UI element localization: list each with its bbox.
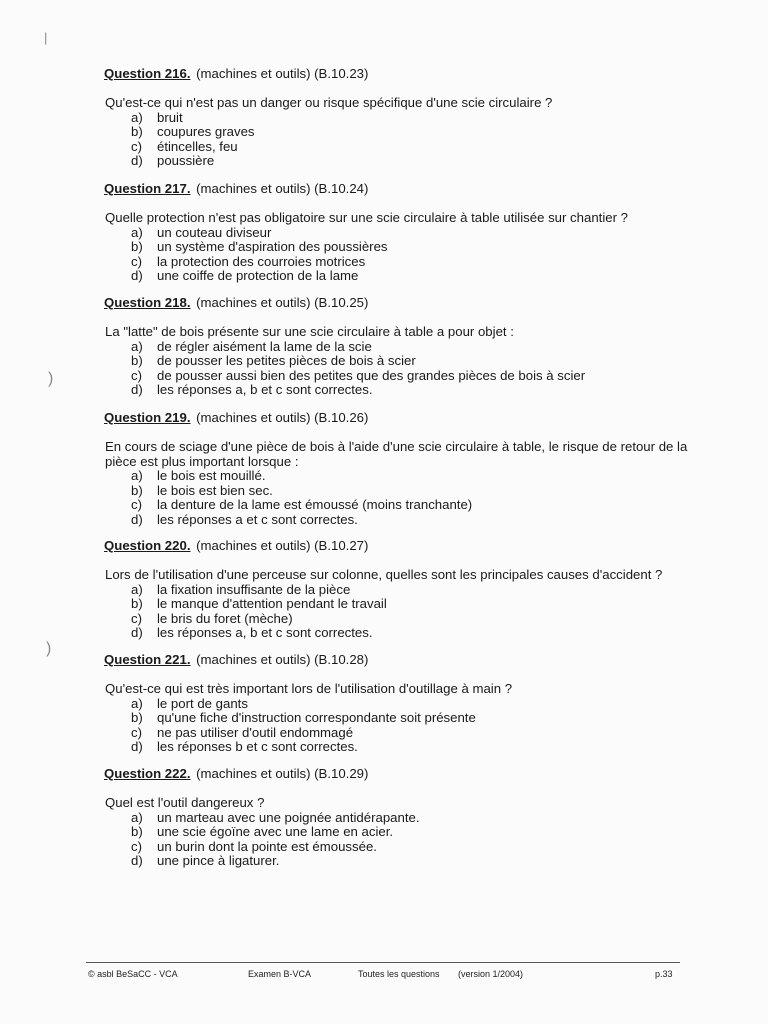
question-block [104,296,704,398]
option-text: une coiffe de protection de la lame [157,268,359,284]
option-text: étincelles, feu [157,138,238,154]
question-text: Quel est l'outil dangereux ? [105,795,265,810]
question-category: (machines et outils) (B.10.24) [196,181,369,196]
option-text: la denture de la lame est émoussé (moins tranchante) [157,497,473,513]
answer-options [104,226,704,284]
answer-options [104,111,704,169]
option-text: le bois est bien sec. [157,482,273,498]
question-block [104,67,704,169]
option-text: ne pas utiliser d'outil endommagé [157,724,354,740]
footer-copyright: © asbl BeSaCC - VCA [88,969,178,979]
answer-option [131,140,704,155]
question-header [104,767,704,782]
question-category: (machines et outils) (B.10.26) [196,410,369,425]
option-letter: c) [131,610,142,626]
option-text: le manque d'attention pendant le travail [157,596,387,612]
option-letter: b) [131,239,143,255]
scan-mark: ) [48,370,54,387]
option-letter: c) [131,838,142,854]
option-text: la fixation insuffisante de la pièce [157,581,351,597]
question-header [104,182,704,197]
question-number: Question 216. [104,66,191,81]
answer-option [131,854,704,869]
footer-exam-name: Examen B-VCA [248,969,312,979]
option-letter: d) [131,739,143,755]
answer-options [104,583,704,641]
question-text: Quelle protection n'est pas obligatoire sur une scie circulaire à table utilisée sur chantier ? [105,210,628,225]
question-block [104,182,704,284]
option-letter: a) [131,109,143,125]
footer-version: (version 1/2004) [458,969,524,979]
answer-option [131,111,704,126]
question-text: La "latte" de bois présente sur une scie circulaire à table a pour objet : [105,324,514,339]
option-letter: a) [131,695,143,711]
option-text: les réponses a, b et c sont correctes. [157,625,373,641]
question-block [104,539,704,641]
option-letter: d) [131,853,143,869]
question-header [104,539,704,554]
option-letter: d) [131,153,143,169]
answer-option [131,354,704,369]
option-text: une scie égoïne avec une lame en acier. [157,824,394,840]
option-text: un marteau avec une poignée antidérapante. [157,809,420,825]
option-text: le bois est mouillé. [157,468,266,484]
answer-option [131,498,704,513]
option-letter: b) [131,482,143,498]
answer-option [131,383,704,398]
answer-option [131,597,704,612]
answer-option [131,226,704,241]
option-letter: c) [131,253,142,269]
question-block [104,653,704,755]
option-letter: b) [131,824,143,840]
option-text: poussière [157,153,215,169]
option-text: la protection des courroies motrices [157,253,366,269]
option-letter: d) [131,268,143,284]
answer-option [131,811,704,826]
answer-option [131,711,704,726]
question-category: (machines et outils) (B.10.23) [196,66,369,81]
option-text: un système d'aspiration des poussières [157,239,388,255]
option-letter: d) [131,382,143,398]
question-category: (machines et outils) (B.10.28) [196,652,369,667]
answer-options [104,697,704,755]
footer-all-questions: Toutes les questions [358,969,440,979]
option-text: les réponses b et c sont correctes. [157,739,358,755]
option-letter: b) [131,710,143,726]
question-text: Lors de l'utilisation d'une perceuse sur colonne, quelles sont les principales causes d'accident ? [105,567,663,582]
option-letter: c) [131,497,142,513]
footer-divider [86,962,680,963]
question-category: (machines et outils) (B.10.25) [196,295,369,310]
option-letter: c) [131,138,142,154]
question-block [104,767,704,869]
question-category: (machines et outils) (B.10.29) [196,766,369,781]
option-text: coupures graves [157,124,255,140]
answer-option [131,269,704,284]
question-header [104,296,704,311]
option-letter: b) [131,596,143,612]
answer-option [131,255,704,270]
question-number: Question 221. [104,652,191,667]
option-text: bruit [157,109,183,125]
answer-option [131,240,704,255]
answer-option [131,154,704,169]
option-letter: d) [131,625,143,641]
option-text: une pince à ligaturer. [157,853,280,869]
option-text: de régler aisément la lame de la scie [157,338,372,354]
question-number: Question 220. [104,538,191,553]
option-letter: a) [131,581,143,597]
option-text: de pousser aussi bien des petites que des grandes pièces de bois à scier [157,367,586,383]
answer-option [131,726,704,741]
answer-options [104,469,704,527]
footer-page-number: p.33 [655,969,673,979]
question-number: Question 218. [104,295,191,310]
option-text: de pousser les petites pièces de bois à scier [157,353,416,369]
answer-options [104,811,704,869]
question-header [104,67,704,82]
answer-options [104,340,704,398]
question-number: Question 219. [104,410,191,425]
scan-mark: ) [46,640,52,657]
answer-option [131,340,704,355]
option-letter: b) [131,124,143,140]
option-letter: d) [131,511,143,527]
question-header [104,411,704,426]
option-text: un burin dont la pointe est émoussée. [157,838,377,854]
answer-option [131,740,704,755]
option-letter: a) [131,338,143,354]
answer-option [131,469,704,484]
question-block [104,411,704,528]
option-text: qu'une fiche d'instruction correspondante soit présente [157,710,476,726]
option-letter: a) [131,809,143,825]
option-letter: b) [131,353,143,369]
question-text: Qu'est-ce qui est très important lors de l'utilisation d'outillage à main ? [105,681,513,696]
answer-option [131,125,704,140]
option-text: les réponses a, b et c sont correctes. [157,382,373,398]
question-text: En cours de sciage d'une pièce de bois à l'aide d'une scie circulaire à table, le risque de retour de la pièce est plus important lorsque : [105,439,688,469]
question-header [104,653,704,668]
question-category: (machines et outils) (B.10.27) [196,538,369,553]
option-letter: c) [131,367,142,383]
option-letter: a) [131,224,143,240]
answer-option [131,825,704,840]
scan-mark: | [44,30,48,45]
question-text: Qu'est-ce qui n'est pas un danger ou risque spécifique d'une scie circulaire ? [105,95,553,110]
option-text: le bris du foret (mèche) [157,610,293,626]
question-number: Question 222. [104,766,191,781]
option-letter: c) [131,724,142,740]
answer-option [131,513,704,528]
answer-option [131,369,704,384]
answer-option [131,626,704,641]
option-text: les réponses a et c sont correctes. [157,511,358,527]
answer-option [131,697,704,712]
answer-option [131,612,704,627]
answer-option [131,840,704,855]
option-text: un couteau diviseur [157,224,272,240]
answer-option [131,484,704,499]
question-number: Question 217. [104,181,191,196]
answer-option [131,583,704,598]
option-letter: a) [131,468,143,484]
option-text: le port de gants [157,695,248,711]
